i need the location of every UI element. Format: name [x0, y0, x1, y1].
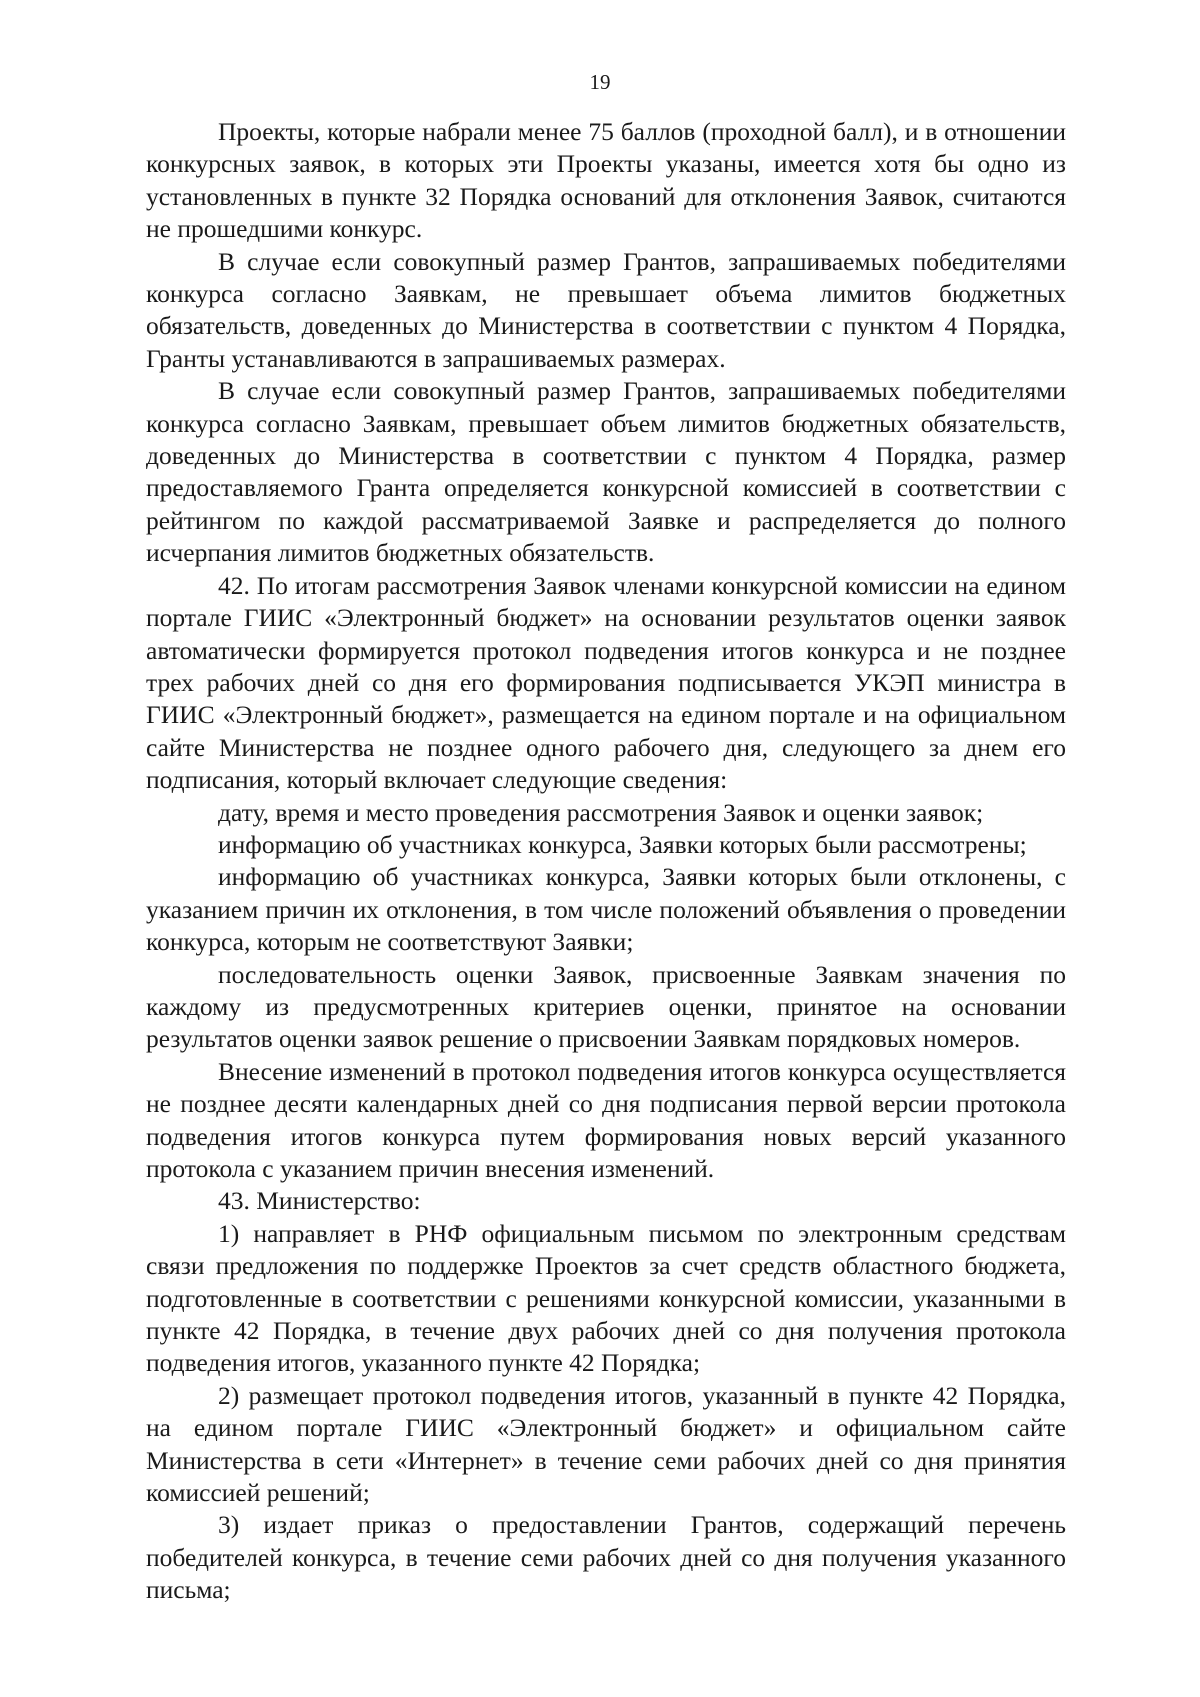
- paragraph-protocol-changes: Внесение изменений в протокол подведения итогов конкурса осуществляется не позднее десяти календарных дней со дня подписания первой версии протокола подведения итогов конкурса путем формирования новых версий указанного протокола с указанием причин внесения изменений.: [146, 1056, 1066, 1183]
- paragraph-item-43-1: 1) направляет в РНФ официальным письмом по электронным средствам связи предложения по поддержке Проектов за счет средств областного бюджета, подготовленные в соответствии с решениями конкурсной комиссии, указанными в пункте 42 Порядка, в течение двух рабочих дней со дня получения протокола подведения итогов, указанного пункте 42 Порядка;: [146, 1218, 1066, 1378]
- paragraph-item-42: 42. По итогам рассмотрения Заявок членами конкурсной комиссии на едином портале ГИИС «Электронный бюджет» на основании результатов оценки заявок автоматически формируется протокол подведения итогов конкурса и не позднее трех рабочих дней со дня его формирования подписывается УКЭП министра в ГИИС «Электронный бюджет», размещается на едином портале и на официальном сайте Министерства не позднее одного рабочего дня, следующего за днем его подписания, который включает следующие сведения:: [146, 570, 1066, 795]
- paragraph-item-42-ranking: последовательность оценки Заявок, присвоенные Заявкам значения по каждому из предусмотренных критериев оценки, принятое на основании результатов оценки заявок решение о присвоении Заявкам порядковых номеров.: [146, 959, 1066, 1054]
- paragraph-grants-exceed-limits: В случае если совокупный размер Грантов, запрашиваемых победителями конкурса согласно Заявкам, превышает объем лимитов бюджетных обязательств, доведенных до Министерства в соответствии с пунктом 4 Порядка, размер предоставляемого Гранта определяется конкурсной комиссией в соответствии с рейтингом по каждой рассматриваемой Заявке и распределяется до полного исчерпания лимитов бюджетных обязательств.: [146, 376, 1066, 568]
- paragraph-item-43: 43. Министерство:: [218, 1186, 421, 1216]
- document-body: [146, 116, 1066, 1607]
- paragraph-item-42-rejected: информацию об участниках конкурса, Заявки которых были отклонены, с указанием причин их отклонения, в том числе положений объявления о проведении конкурса, которым не соответствуют Заявки;: [146, 862, 1066, 957]
- paragraph-failed-projects: Проекты, которые набрали менее 75 баллов (проходной балл), и в отношении конкурсных заявок, в которых эти Проекты указаны, имеется хотя бы одно из установленных в пункте 32 Порядка оснований для отклонения Заявок, считаются не прошедшими конкурс.: [146, 117, 1066, 244]
- paragraph-item-42-reviewed: информацию об участниках конкурса, Заявки которых были рассмотрены;: [218, 829, 1027, 859]
- page-number: 19: [589, 70, 611, 94]
- paragraph-item-43-2: 2) размещает протокол подведения итогов, указанный в пункте 42 Порядка, на едином портале ГИИС «Электронный бюджет» и официальном сайте Министерства в сети «Интернет» в течение семи рабочих дней со дня принятия комиссией решений;: [146, 1380, 1066, 1508]
- paragraph-item-43-3: 3) издает приказ о предоставлении Грантов, содержащий перечень победителей конкурса, в течение семи рабочих дней со дня получения указанного письма;: [146, 1510, 1066, 1605]
- paragraph-grants-within-limits: В случае если совокупный размер Грантов, запрашиваемых победителями конкурса согласно Заявкам, не превышает объема лимитов бюджетных обязательств, доведенных до Министерства в соответствии с пунктом 4 Порядка, Гранты устанавливаются в запрашиваемых размерах.: [146, 246, 1066, 373]
- paragraph-item-42-date: дату, время и место проведения рассмотрения Заявок и оценки заявок;: [218, 797, 984, 827]
